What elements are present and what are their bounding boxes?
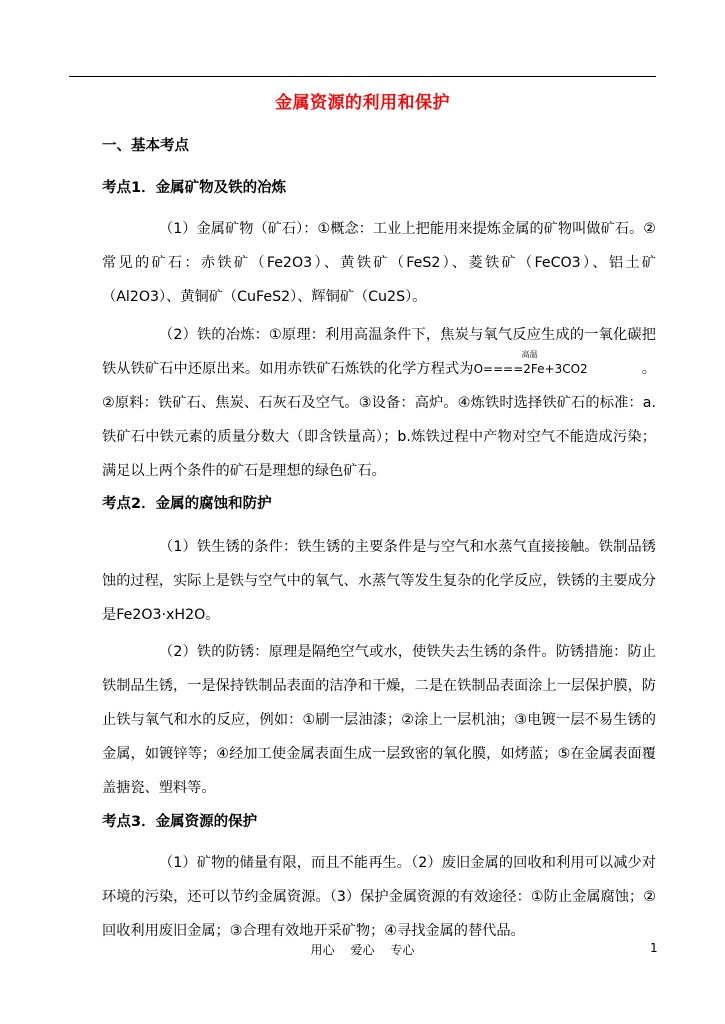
kp1-heading: 考点1．金属矿物及铁的冶炼 [102,180,287,196]
footer-item: 爱心 [350,943,375,957]
kp1-p2-text-after: 。②原料：铁矿石、焦炭、石灰石及空气。③设备：高炉。④炼铁时选择铁矿石的标准：a.铁矿石中铁元素的质量分数大（即含铁量高）；b.炼铁过程中产物对空气不能造成污染；满足以上两个条件的矿石是理想的绿色矿石。 [102,361,656,479]
equation-text: O====2Fe+3CO2 [473,362,588,376]
kp3-paragraph-1: （1）矿物的储量有限，而且不能再生。（2）废旧金属的回收和利用可以减少对环境的污染，还可以节约金属资源。（3）保护金属资源的有效途径：①防止金属腐蚀；②回收利用废旧金属；③合理有效地开采矿物；④寻找金属的替代品。 [102,855,656,939]
kp1-paragraph-1: （1）金属矿物（矿石）：①概念：工业上把能用来提炼金属的矿物叫做矿石。②常见的矿石：赤铁矿（Fe2O3）、黄铁矿（FeS2）、菱铁矿（FeCO3）、铝土矿（Al2O3）、黄铜矿（CuFeS2）、辉铜矿（Cu2S）。 [102,221,656,305]
equation-condition: 高温 [521,350,538,359]
kp2-paragraph-1: （1）铁生锈的条件：铁生锈的主要条件是与空气和水蒸气直接接触。铁制品锈蚀的过程，实际上是铁与空气中的氧气、水蒸气等发生复杂的化学反应，铁锈的主要成分是Fe2O3·xH2O。 [102,539,656,623]
header-rule [69,76,656,77]
kp2-heading: 考点2．金属的腐蚀和防护 [102,496,272,512]
footer-item: 专心 [390,943,415,957]
smelting-equation [473,350,588,376]
page-number: 1 [650,941,658,955]
section-heading: 一、基本考点 [102,138,189,154]
kp1-paragraph-2 [102,318,656,488]
footer-slogan [0,942,725,958]
kp2-paragraph-2: （2）铁的防锈：原理是隔绝空气或水，使铁失去生锈的条件。防锈措施：防止铁制品生锈，一是保持铁制品表面的洁净和干燥，二是在铁制品表面涂上一层保护膜，防止铁与氧气和水的反应，例如：①刷一层油漆；②涂上一层机油；③电镀一层不易生锈的金属，如镀锌等；④经加工使金属表面生成一层致密的氧化膜，如烤蓝；⑤在金属表面覆盖搪瓷、塑料等。 [102,644,656,796]
footer-item: 用心 [310,943,335,957]
kp3-heading: 考点3．金属资源的保护 [102,814,258,830]
kp1-p2-text-before: （2）铁的冶炼：①原理：利用高温条件下，焦炭与氧气反应生成的一氧化碳把铁从铁矿石中还原出来。如用赤铁矿石炼铁的化学方程式为 [102,327,656,377]
page-title: 金属资源的利用和保护 [275,93,450,113]
